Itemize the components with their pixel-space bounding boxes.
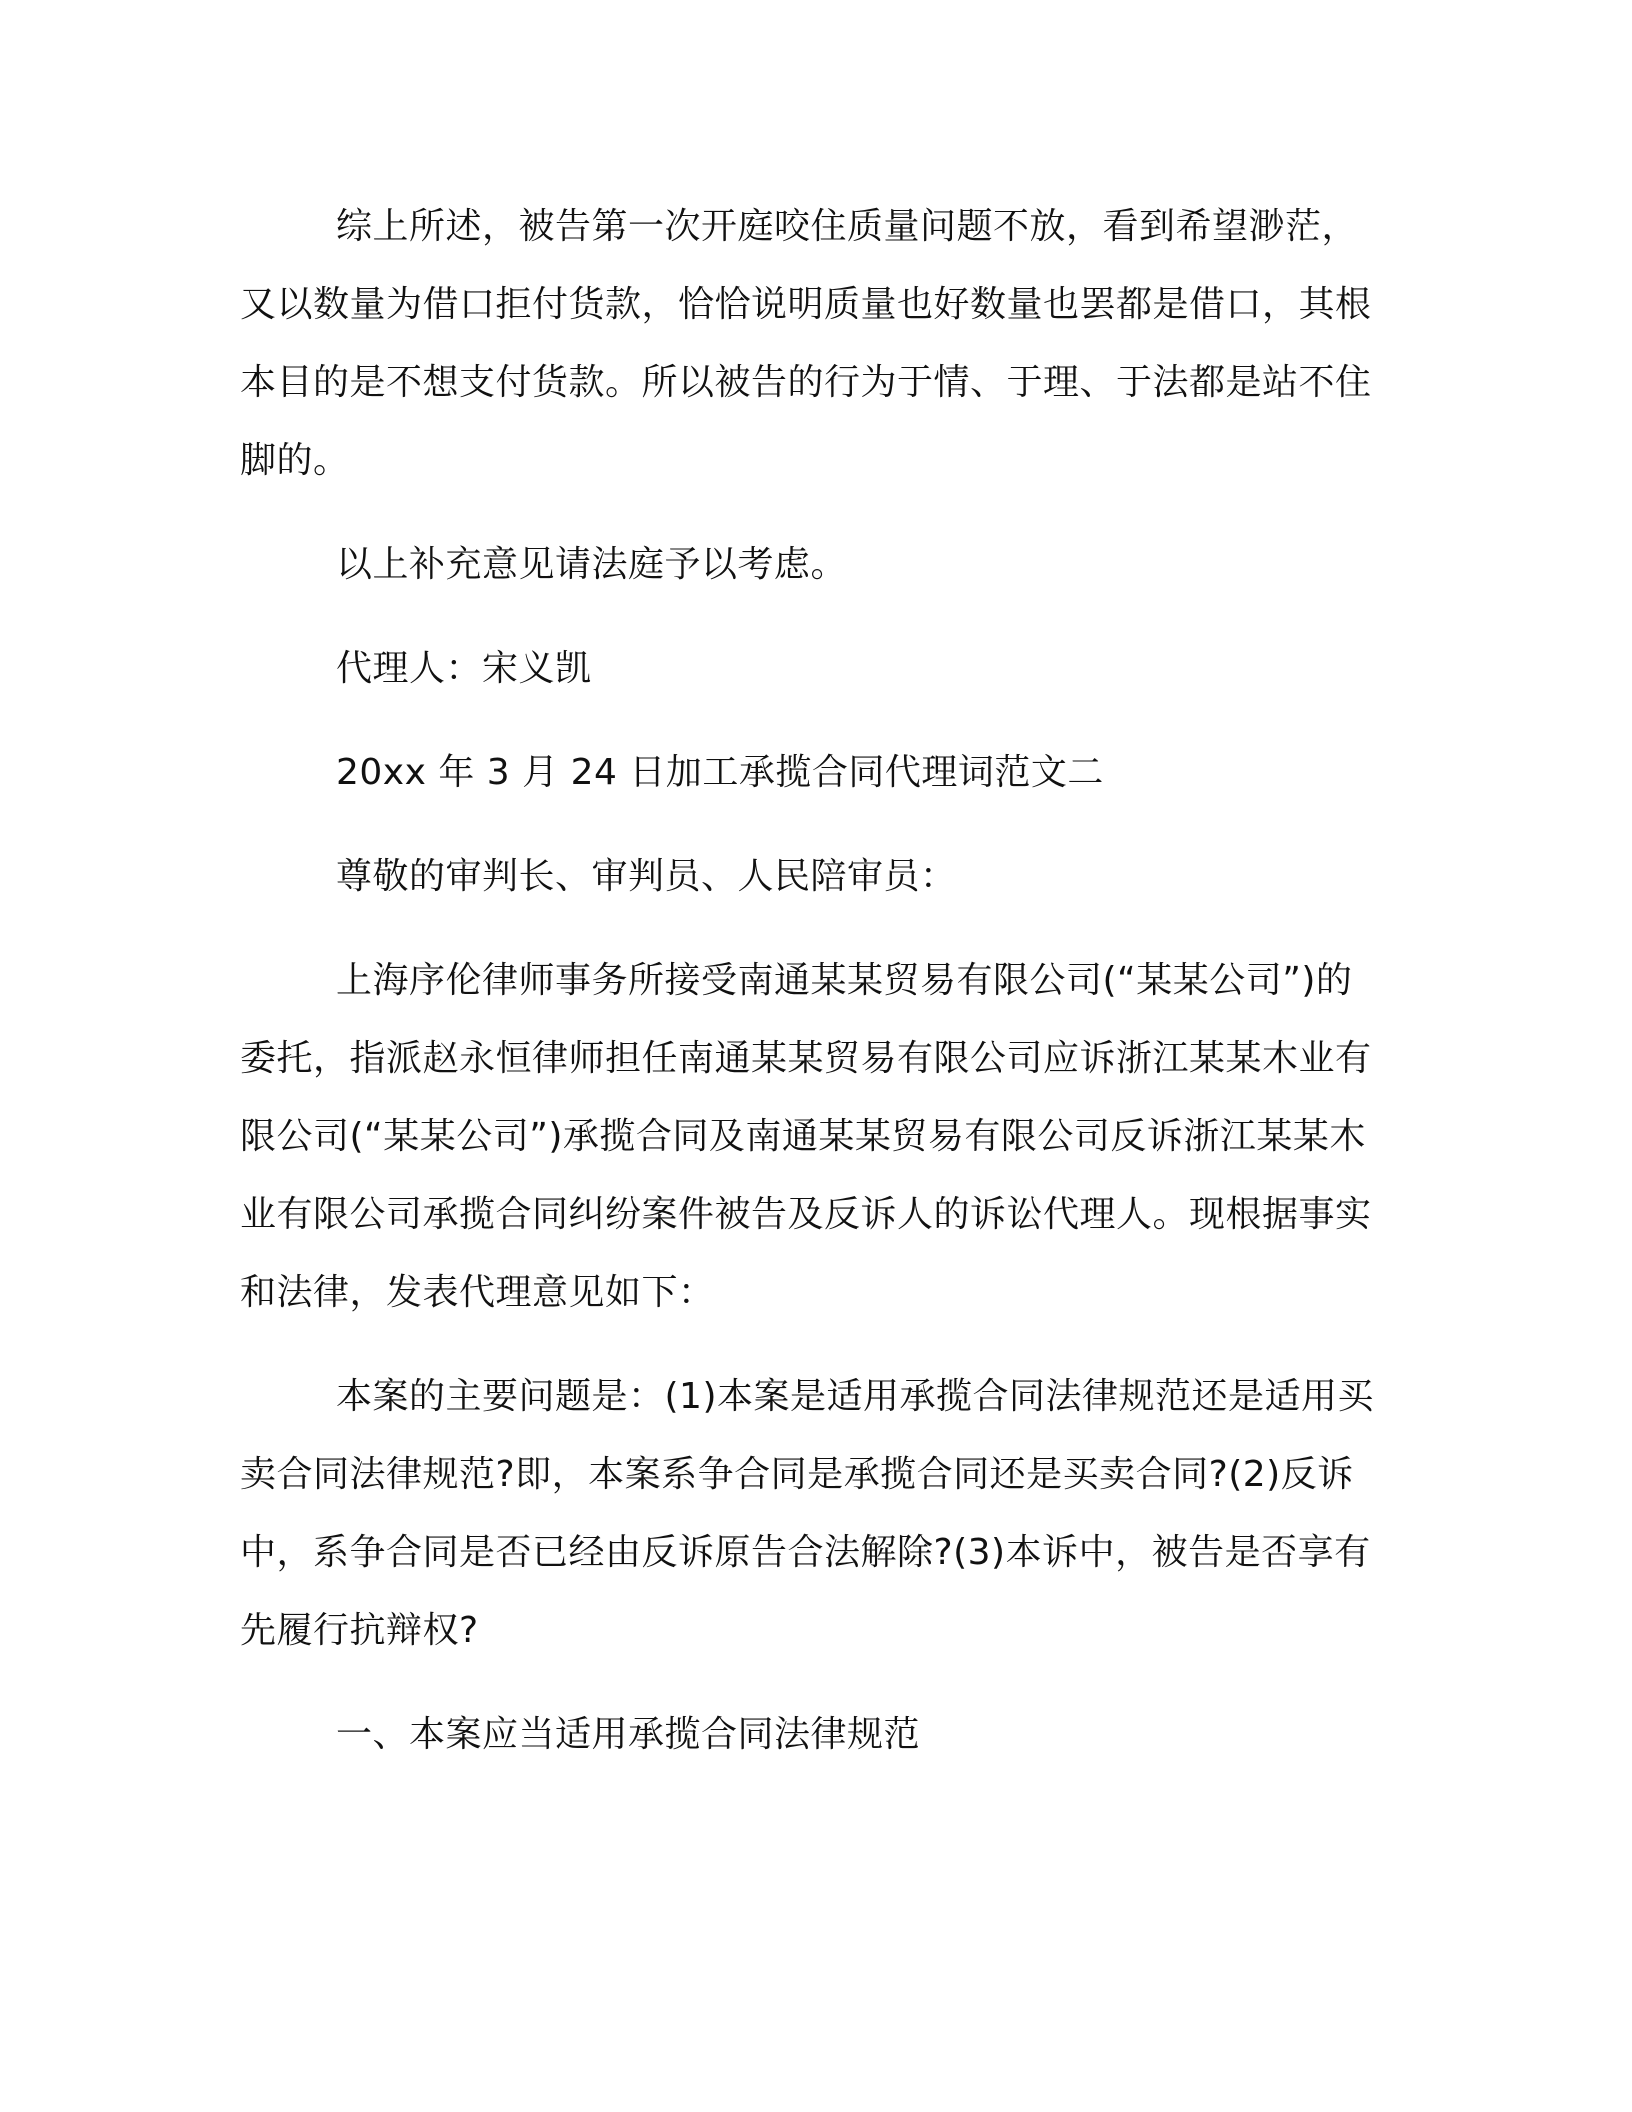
- paragraph-date-title: 20xx 年 3 月 24 日加工承揽合同代理词范文二: [336, 752, 1104, 793]
- section-heading-one: 一、本案应当适用承揽合同法律规范: [336, 1714, 921, 1755]
- paragraph-salutation: 尊敬的审判长、审判员、人民陪审员：: [336, 856, 957, 897]
- document-body: [240, 188, 1380, 1800]
- paragraph-agent: 代理人：宋义凯: [336, 648, 592, 689]
- paragraph-engagement: 上海序伦律师事务所接受南通某某贸易有限公司(“某某公司”)的委托，指派赵永恒律师担任南通某某贸易有限公司应诉浙江某某木业有限公司(“某某公司”)承揽合同及南通某某贸易有限公司反诉浙江某某木业有限公司承揽合同纠纷案件被告及反诉人的诉讼代理人。现根据事实和法律，发表代理意见如下：: [240, 960, 1372, 1313]
- paragraph-request: 以上补充意见请法庭予以考虑。: [336, 544, 848, 585]
- paragraph-conclusion: 综上所述，被告第一次开庭咬住质量问题不放，看到希望渺茫，又以数量为借口拒付货款，恰恰说明质量也好数量也罢都是借口，其根本目的是不想支付货款。所以被告的行为于情、于理、于法都是站不住脚的。: [240, 206, 1372, 481]
- paragraph-main-issues: 本案的主要问题是：(1)本案是适用承揽合同法律规范还是适用买卖合同法律规范?即，本案系争合同是承揽合同还是买卖合同?(2)反诉中，系争合同是否已经由反诉原告合法解除?(3)本诉中，被告是否享有先履行抗辩权?: [240, 1376, 1374, 1651]
